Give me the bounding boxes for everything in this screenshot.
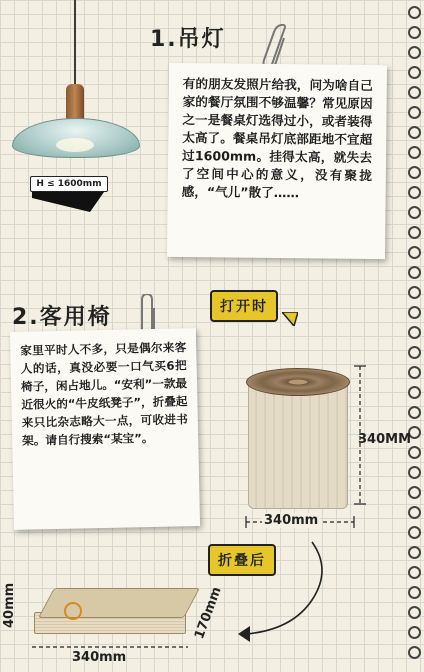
dimension-fold-length: 170mm xyxy=(192,585,225,642)
spiral-binding xyxy=(410,0,424,672)
note-guest-chair: 家里平时人不多，只是偶尔来客人的话，真没必要一口气买6把椅子，闲占地儿。“安利”一款最近很火的“牛皮纸凳子”，折叠起来只比杂志略大一点，可收进书架。请自行搜索“某宝”。 xyxy=(10,328,200,530)
binding-ring xyxy=(408,306,421,319)
binding-ring xyxy=(408,546,421,559)
binding-ring xyxy=(408,346,421,359)
height-wedge-icon xyxy=(32,192,104,214)
binding-ring xyxy=(408,606,421,619)
binding-ring xyxy=(408,186,421,199)
lamp-bulb xyxy=(56,138,94,152)
badge-open-state: 打开时 xyxy=(210,290,278,322)
binding-ring xyxy=(408,466,421,479)
binding-ring xyxy=(408,486,421,499)
ribbon-tie-icon xyxy=(64,602,82,620)
curved-arrow-icon xyxy=(232,540,332,646)
binding-ring xyxy=(408,26,421,39)
binding-ring xyxy=(408,66,421,79)
dimension-fold-width: 340mm xyxy=(72,650,127,665)
paper-stool-open xyxy=(248,380,348,509)
height-tag: H ≤ 1600mm xyxy=(30,176,108,192)
binding-ring xyxy=(408,386,421,399)
binding-ring xyxy=(408,326,421,339)
badge-pointer-icon xyxy=(282,312,298,326)
binding-ring xyxy=(408,126,421,139)
binding-ring xyxy=(408,106,421,119)
lamp-cord xyxy=(74,0,76,86)
binding-ring xyxy=(408,226,421,239)
dimension-open-width: 340mm xyxy=(264,513,319,528)
binding-ring xyxy=(408,526,421,539)
binding-ring xyxy=(408,166,421,179)
binding-ring xyxy=(408,246,421,259)
binding-ring xyxy=(408,626,421,639)
binding-ring xyxy=(408,366,421,379)
note-pendant-lamp: 有的朋友发照片给我，问为啥自己家的餐厅氛围不够温馨？常见原因之一是餐桌灯选得过小，或者装得太高了。餐桌吊灯底部距地不宜超过1600mm。挂得太高，就失去了空间中心的意义，没有聚拢感，“气儿”散了…… xyxy=(167,63,387,259)
binding-ring xyxy=(408,286,421,299)
dimension-line-fold-width xyxy=(30,642,190,652)
binding-ring xyxy=(408,586,421,599)
binding-ring xyxy=(408,6,421,19)
binding-ring xyxy=(408,566,421,579)
binding-ring xyxy=(408,266,421,279)
binding-ring xyxy=(408,146,421,159)
dimension-open-height: 340MM xyxy=(358,432,412,447)
binding-ring xyxy=(408,446,421,459)
paper-stool-top xyxy=(246,368,350,396)
section-title-pendant-lamp: 1.吊灯 xyxy=(150,27,226,52)
section-title-guest-chair: 2.客用椅 xyxy=(12,305,112,330)
binding-ring xyxy=(408,646,421,659)
badge-folded-state: 折叠后 xyxy=(208,544,276,576)
paper-stool-folded xyxy=(38,588,200,618)
binding-ring xyxy=(408,46,421,59)
binding-ring xyxy=(408,86,421,99)
dimension-fold-depth: 40mm xyxy=(2,582,17,628)
binding-ring xyxy=(408,406,421,419)
binding-ring xyxy=(408,506,421,519)
binding-ring xyxy=(408,206,421,219)
